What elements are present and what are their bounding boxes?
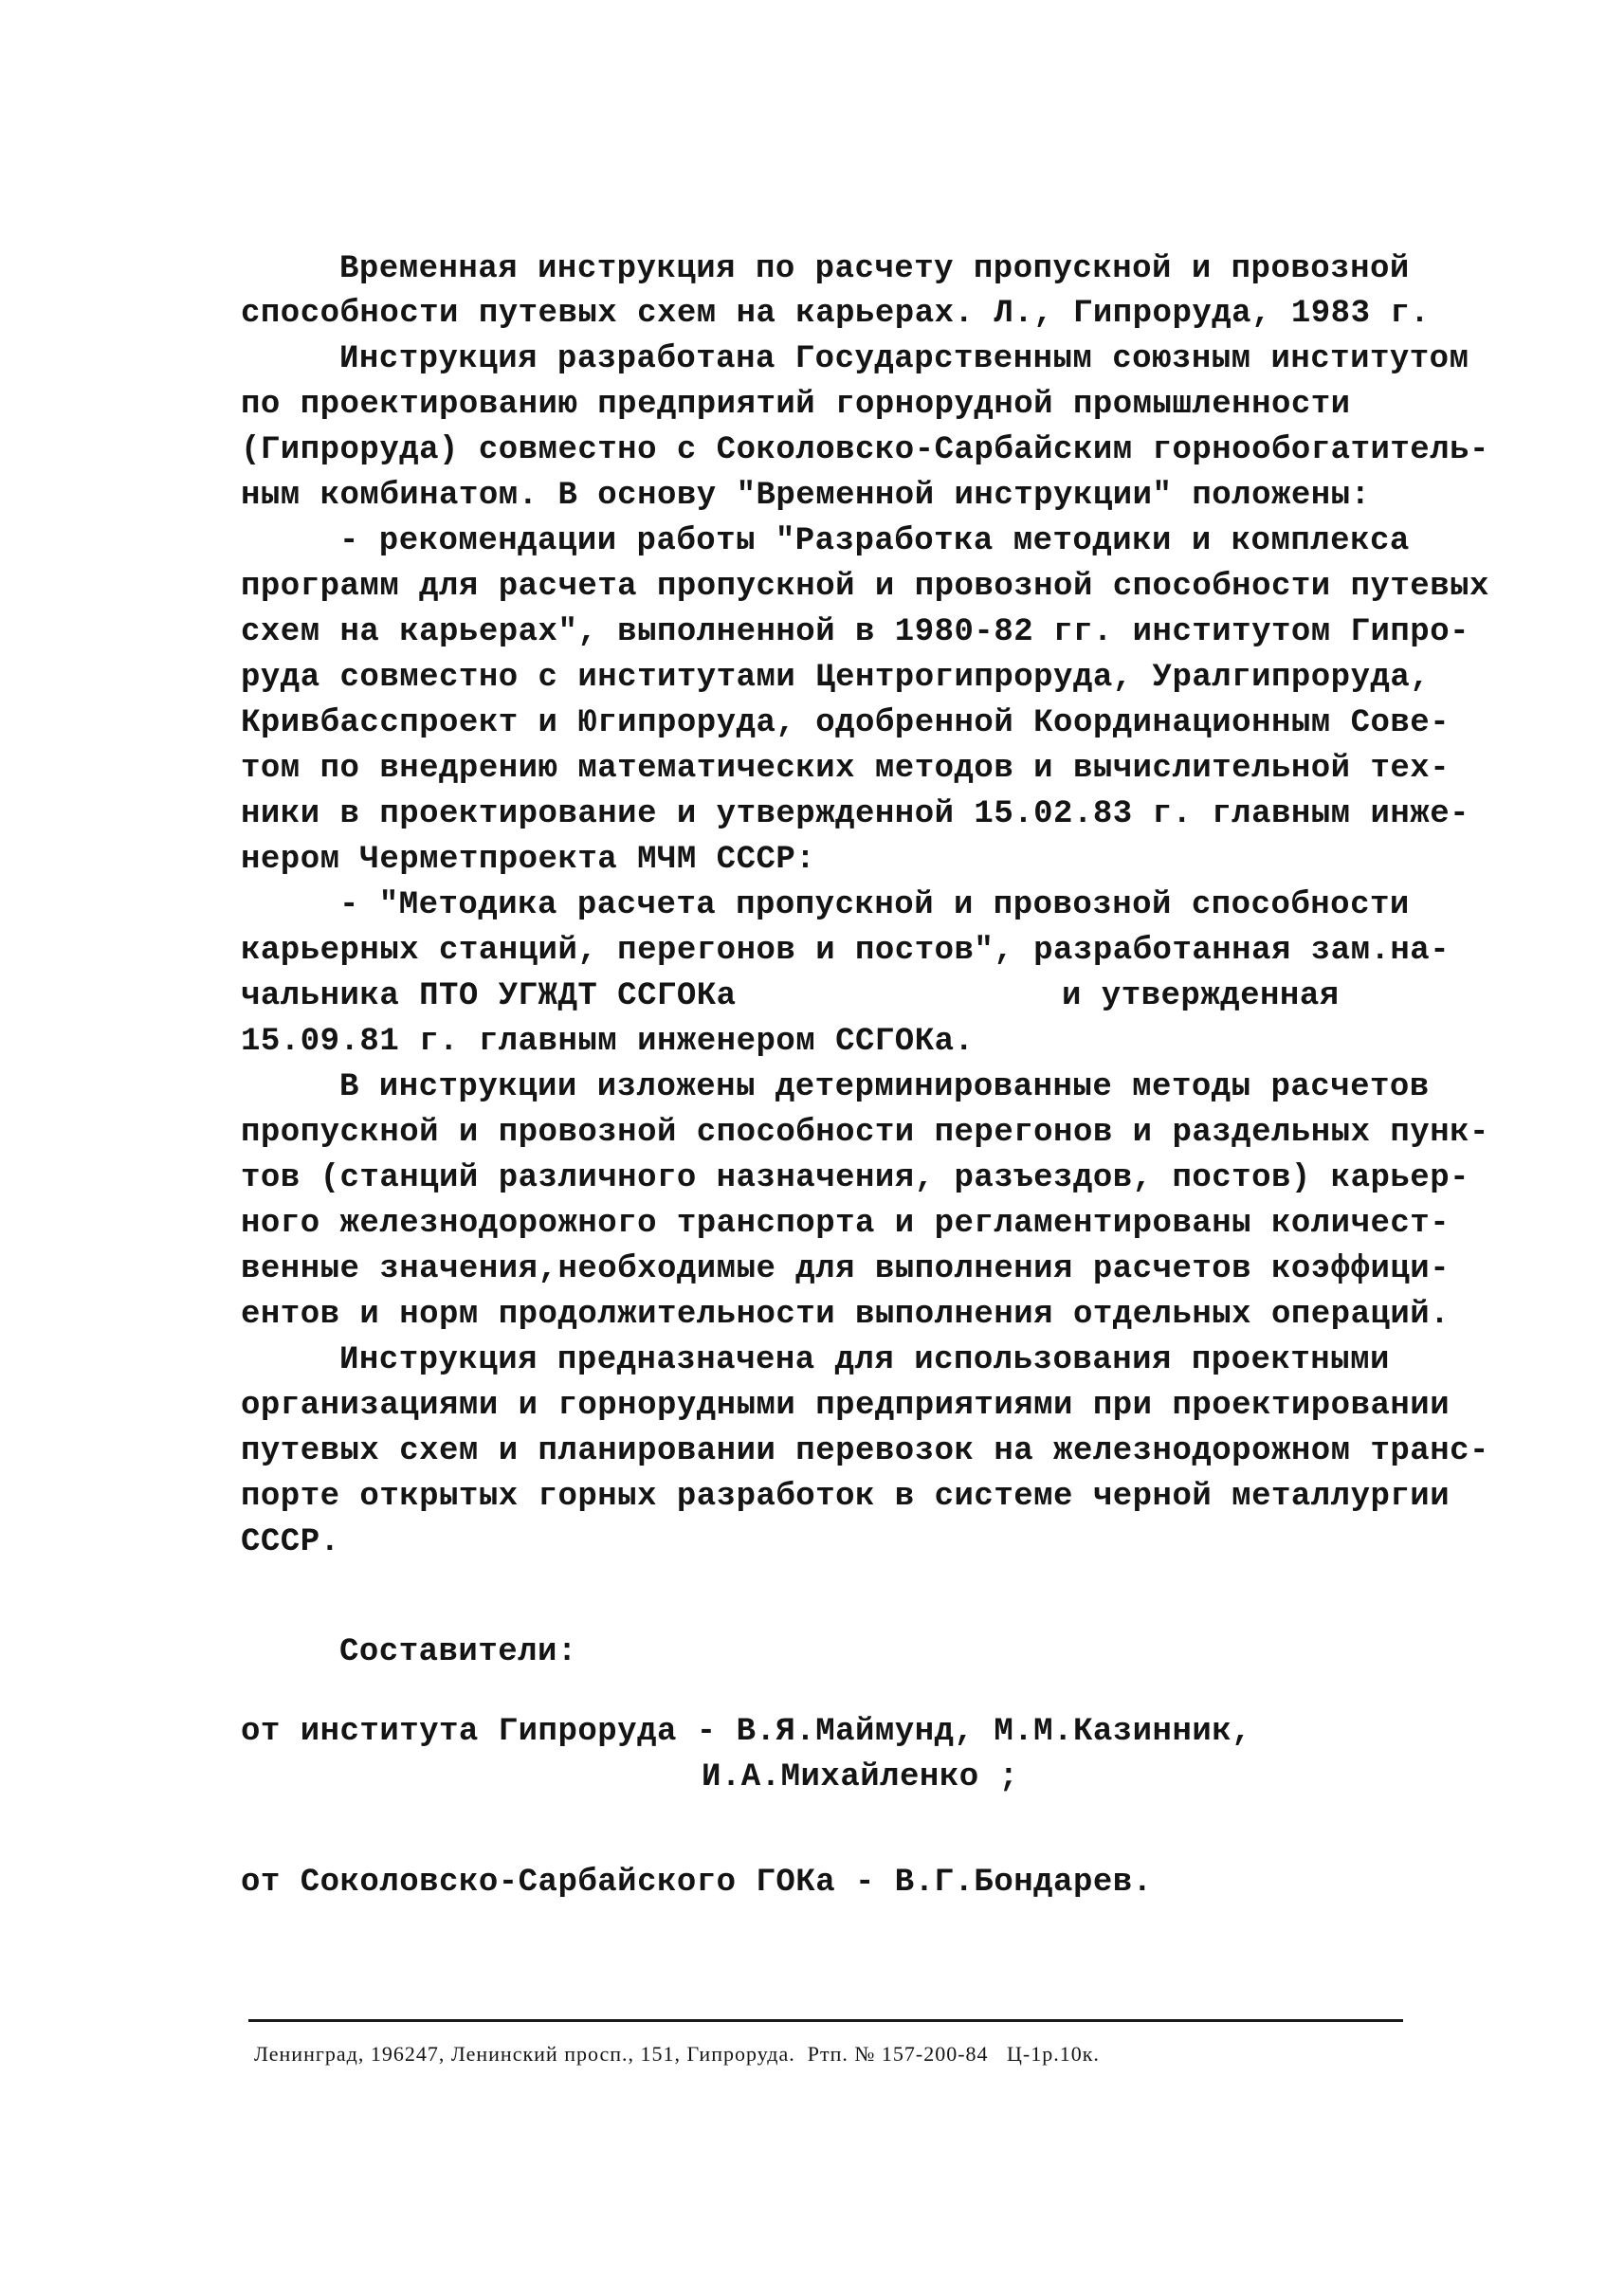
text-line: ники в проектирование и утвержденной 15.02.83 г. главным инже- — [241, 796, 1470, 832]
authors-line: И.А.Михайленко ; — [702, 1759, 1019, 1795]
text-line: 15.09.81 г. главным инженером ССГОКа. — [241, 1024, 975, 1060]
text-line: схем на карьерах", выполненной в 1980-82 гг. институтом Гипро- — [241, 614, 1470, 650]
text-line: организациями и горнорудными предприятиями при проектировании — [241, 1388, 1451, 1424]
text-line: программ для расчета пропускной и провозной способности путевых — [241, 569, 1489, 605]
authors-line: от института Гипроруда - В.Я.Маймунд, М.М.Казинник, — [241, 1714, 1252, 1750]
text-line: нером Черметпроекта МЧМ СССР: — [241, 842, 816, 878]
text-line: тов (станций различного назначения, разъездов, постов) карьер- — [241, 1160, 1470, 1196]
authors-line: от Соколовско-Сарбайского ГОКа - В.Г.Бондарев. — [241, 1865, 1153, 1901]
imprint-line: Ленинград, 196247, Ленинский просп., 151, Гипроруда. Ртп. № 157-200-84 Ц-1р.10к. — [254, 2042, 1100, 2066]
text-line: путевых схем и планировании перевозок на железнодорожном транс- — [241, 1433, 1489, 1469]
text-line: ным комбинатом. В основу "Временной инструкции" положены: — [241, 478, 1371, 514]
text-line: том по внедрению математических методов и вычислительной тех- — [241, 751, 1451, 787]
text-line: карьерных станций, перегонов и постов", разработанная зам.на- — [241, 933, 1451, 969]
text-line: - "Методика расчета пропускной и провозной способности — [339, 887, 1410, 923]
text-line: (Гипроруда) совместно с Соколовско-Сарбайским горнообогатитель- — [241, 432, 1489, 468]
text-line: руда совместно с институтами Центрогипроруда, Уралгипроруда, — [241, 660, 1431, 696]
text-line: по проектированию предприятий горнорудной промышленности — [241, 387, 1351, 423]
text-line: Инструкция предназначена для использования проектными — [339, 1342, 1390, 1378]
text-line: ного железнодорожного транспорта и регламентированы количест- — [241, 1206, 1451, 1242]
text-line: Инструкция разработана Государственным союзным институтом — [339, 341, 1469, 377]
text-line: порте открытых горных разработок в системе черной металлургии — [241, 1479, 1451, 1515]
text-line: венные значения,необходимые для выполнения расчетов коэффици- — [241, 1251, 1451, 1287]
text-line: и утвержденная — [1062, 978, 1340, 1014]
text-line: СССР. — [241, 1524, 340, 1560]
text-line: Временная инструкция по расчету пропускной и провозной — [339, 251, 1410, 287]
text-line: чальника ПТО УГЖДТ ССГОКа — [241, 978, 737, 1014]
text-line: пропускной и провозной способности перегонов и раздельных пунк- — [241, 1115, 1489, 1151]
text-line: способности путевых схем на карьерах. Л., Гипроруда, 1983 г. — [241, 296, 1431, 332]
footer-divider — [248, 2019, 1403, 2022]
text-line: - рекомендации работы "Разработка методики и комплекса — [339, 523, 1410, 559]
text-line: В инструкции изложены детерминированные методы расчетов — [339, 1069, 1430, 1105]
text-line: Кривбасспроект и Югипроруда, одобренной Координационным Сове- — [241, 705, 1451, 741]
text-line: ентов и норм продолжительности выполнения отдельных операций. — [241, 1297, 1451, 1333]
authors-heading: Составители: — [339, 1634, 577, 1670]
